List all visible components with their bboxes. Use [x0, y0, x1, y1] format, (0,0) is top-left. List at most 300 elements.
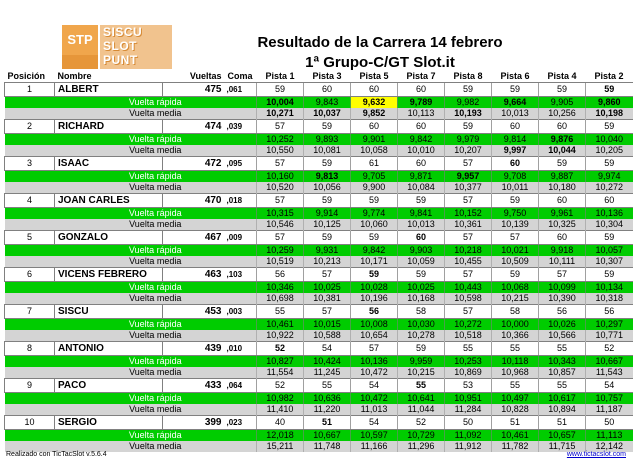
track-laps-cell: 56 — [351, 305, 398, 319]
logo-car-strip — [62, 55, 98, 69]
avg-lap-cell: 10,213 — [304, 256, 351, 268]
position-cell: 1 — [5, 83, 55, 97]
track-laps-cell: 57 — [351, 342, 398, 356]
logo-line-1: SISCU — [103, 25, 143, 39]
avg-lap-cell: 10,215 — [492, 293, 539, 305]
track-laps-cell: 55 — [398, 379, 445, 393]
position-cell: 7 — [5, 305, 55, 319]
fast-lap-cell: 10,028 — [351, 282, 398, 294]
track-laps-cell: 52 — [586, 342, 633, 356]
avg-lap-cell: 10,518 — [445, 330, 492, 342]
track-laps-cell: 54 — [586, 379, 633, 393]
page-subtitle: 1ª Grupo-C/GT Slot.it — [305, 54, 455, 71]
avg-lap-cell: 10,011 — [492, 182, 539, 194]
avg-lap-cell: 9,997 — [492, 145, 539, 157]
avg-lap-cell: 10,922 — [257, 330, 304, 342]
avg-lap-cell: 10,325 — [539, 219, 586, 231]
avg-lap-cell: 10,654 — [351, 330, 398, 342]
header-laps: Vueltas — [189, 71, 222, 81]
fast-lap-cell: 10,982 — [257, 393, 304, 405]
track-laps-cell: 52 — [398, 416, 445, 430]
fast-lap-cell: 10,136 — [586, 208, 633, 220]
fast-lap-cell: 9,974 — [586, 171, 633, 183]
track-laps-cell: 57 — [304, 268, 351, 282]
driver-row — [5, 120, 633, 134]
fast-lap-cell: 10,040 — [586, 134, 633, 146]
driver-name: ISAAC — [55, 157, 163, 171]
avg-lap-cell: 10,271 — [257, 108, 304, 120]
fast-lap-cell: 11,092 — [445, 430, 492, 442]
avg-lap-cell: 10,828 — [492, 404, 539, 416]
fast-lap-cell: 9,979 — [445, 134, 492, 146]
fast-lap-cell: 10,259 — [257, 245, 304, 257]
fast-lap-label: Vuelta rápida — [55, 356, 257, 368]
fast-lap-cell: 10,152 — [445, 208, 492, 220]
avg-lap-cell: 10,010 — [398, 145, 445, 157]
total-laps: 467 — [163, 231, 225, 245]
lap-fraction: ,061 — [225, 83, 257, 97]
fast-lap-label: Vuelta rápida — [55, 282, 257, 294]
driver-row — [5, 305, 633, 319]
track-laps-cell: 60 — [398, 120, 445, 134]
track-laps-cell: 59 — [492, 83, 539, 97]
track-laps-cell: 60 — [586, 194, 633, 208]
header-track: Pista 1 — [265, 71, 295, 81]
avg-lap-cell: 10,857 — [539, 367, 586, 379]
fast-lap-cell: 10,667 — [304, 430, 351, 442]
track-laps-cell: 59 — [398, 268, 445, 282]
track-laps-cell: 59 — [351, 194, 398, 208]
track-laps-cell: 59 — [539, 157, 586, 171]
fast-lap-label: Vuelta rápida — [55, 430, 257, 442]
fast-lap-cell: 9,813 — [304, 171, 351, 183]
avg-lap-cell: 10,304 — [586, 219, 633, 231]
fast-lap-cell: 10,136 — [351, 356, 398, 368]
lap-fraction: ,103 — [225, 268, 257, 282]
fast-lap-label: Vuelta rápida — [55, 97, 257, 109]
driver-name: ANTONIO — [55, 342, 163, 356]
avg-lap-cell: 11,554 — [257, 367, 304, 379]
avg-lap-cell: 10,081 — [304, 145, 351, 157]
track-laps-cell: 57 — [304, 305, 351, 319]
track-laps-cell: 59 — [304, 120, 351, 134]
avg-lap-cell: 10,013 — [492, 108, 539, 120]
avg-lap-row — [5, 108, 633, 120]
fast-lap-cell: 9,842 — [351, 245, 398, 257]
avg-lap-cell: 10,771 — [586, 330, 633, 342]
fast-lap-cell: 10,443 — [445, 282, 492, 294]
track-laps-cell: 56 — [257, 268, 304, 282]
fast-lap-cell: 9,843 — [304, 97, 351, 109]
avg-lap-label: Vuelta media — [55, 256, 257, 268]
avg-lap-cell: 11,912 — [445, 441, 492, 452]
avg-lap-cell: 10,125 — [304, 219, 351, 231]
avg-lap-row — [5, 330, 633, 342]
header-track: Pista 3 — [312, 71, 342, 81]
track-laps-cell: 55 — [492, 379, 539, 393]
avg-lap-cell: 11,782 — [492, 441, 539, 452]
track-laps-cell: 50 — [586, 416, 633, 430]
fast-lap-cell: 9,957 — [445, 171, 492, 183]
track-laps-cell: 51 — [304, 416, 351, 430]
track-laps-cell: 59 — [398, 342, 445, 356]
fast-lap-cell: 11,113 — [586, 430, 633, 442]
avg-lap-cell: 11,748 — [304, 441, 351, 452]
track-laps-cell: 54 — [351, 379, 398, 393]
avg-lap-cell: 10,256 — [539, 108, 586, 120]
fast-lap-cell: 10,068 — [492, 282, 539, 294]
lap-fraction: ,064 — [225, 379, 257, 393]
fast-lap-cell: 10,315 — [257, 208, 304, 220]
avg-lap-row — [5, 293, 633, 305]
track-laps-cell: 59 — [257, 83, 304, 97]
header-row — [5, 71, 633, 83]
avg-lap-cell: 10,519 — [257, 256, 304, 268]
fast-lap-row — [5, 245, 633, 257]
fast-lap-cell: 9,842 — [398, 134, 445, 146]
header-position: Posición — [7, 71, 46, 81]
avg-lap-cell: 10,588 — [304, 330, 351, 342]
track-laps-cell: 61 — [351, 157, 398, 171]
avg-lap-cell: 10,550 — [257, 145, 304, 157]
position-cell: 6 — [5, 268, 55, 282]
avg-lap-row — [5, 182, 633, 194]
fast-lap-label: Vuelta rápida — [55, 208, 257, 220]
avg-lap-cell: 10,361 — [445, 219, 492, 231]
total-laps: 463 — [163, 268, 225, 282]
fast-lap-cell: 9,959 — [398, 356, 445, 368]
fast-lap-cell: 9,876 — [539, 134, 586, 146]
total-laps: 474 — [163, 120, 225, 134]
fast-lap-cell: 10,099 — [539, 282, 586, 294]
fast-lap-cell: 10,641 — [398, 393, 445, 405]
position-cell: 2 — [5, 120, 55, 134]
avg-lap-cell: 10,215 — [398, 367, 445, 379]
avg-lap-cell: 10,377 — [445, 182, 492, 194]
avg-lap-cell: 10,869 — [445, 367, 492, 379]
fast-lap-row — [5, 430, 633, 442]
fast-lap-cell: 10,026 — [539, 319, 586, 331]
driver-row — [5, 157, 633, 171]
driver-name: JOAN CARLES — [55, 194, 163, 208]
position-cell: 4 — [5, 194, 55, 208]
fast-lap-cell: 9,841 — [398, 208, 445, 220]
avg-lap-row — [5, 404, 633, 416]
fast-lap-cell: 10,008 — [351, 319, 398, 331]
track-laps-cell: 52 — [257, 379, 304, 393]
fast-lap-cell: 10,472 — [351, 393, 398, 405]
fast-lap-cell: 10,461 — [257, 319, 304, 331]
avg-lap-label: Vuelta media — [55, 441, 257, 452]
track-laps-cell: 60 — [539, 231, 586, 245]
track-laps-cell: 59 — [398, 194, 445, 208]
fast-lap-cell: 10,025 — [398, 282, 445, 294]
header-track: Pista 4 — [547, 71, 577, 81]
avg-lap-cell: 11,220 — [304, 404, 351, 416]
fast-lap-cell: 9,814 — [492, 134, 539, 146]
track-laps-cell: 60 — [539, 120, 586, 134]
fast-lap-cell: 10,000 — [492, 319, 539, 331]
track-laps-cell: 58 — [398, 305, 445, 319]
fast-lap-cell: 9,871 — [398, 171, 445, 183]
avg-lap-cell: 10,060 — [351, 219, 398, 231]
driver-row — [5, 194, 633, 208]
avg-lap-cell: 10,139 — [492, 219, 539, 231]
fast-lap-row — [5, 97, 633, 109]
track-laps-cell: 59 — [492, 268, 539, 282]
track-laps-cell: 57 — [257, 231, 304, 245]
driver-row — [5, 342, 633, 356]
track-laps-cell: 59 — [586, 231, 633, 245]
total-laps: 439 — [163, 342, 225, 356]
fast-lap-cell: 10,461 — [492, 430, 539, 442]
track-laps-cell: 55 — [539, 342, 586, 356]
avg-lap-cell: 10,111 — [539, 256, 586, 268]
fast-lap-cell: 10,657 — [539, 430, 586, 442]
driver-name: GONZALO — [55, 231, 163, 245]
fast-lap-cell: 9,632 — [351, 97, 398, 109]
track-laps-cell: 56 — [586, 305, 633, 319]
driver-name: PACO — [55, 379, 163, 393]
header-coma: Coma — [227, 71, 253, 81]
lap-fraction: ,009 — [225, 231, 257, 245]
total-laps: 472 — [163, 157, 225, 171]
avg-lap-label: Vuelta media — [55, 367, 257, 379]
driver-name: SISCU — [55, 305, 163, 319]
track-laps-cell: 59 — [586, 268, 633, 282]
avg-lap-cell: 10,180 — [539, 182, 586, 194]
fast-lap-row — [5, 282, 633, 294]
fast-lap-cell: 10,160 — [257, 171, 304, 183]
track-laps-cell: 60 — [539, 194, 586, 208]
logo-line-2: SLOT — [103, 39, 137, 53]
avg-lap-cell: 15,211 — [257, 441, 304, 452]
track-laps-cell: 55 — [445, 342, 492, 356]
fast-lap-cell: 9,982 — [445, 97, 492, 109]
fast-lap-cell: 9,708 — [492, 171, 539, 183]
track-laps-cell: 55 — [257, 305, 304, 319]
position-cell: 8 — [5, 342, 55, 356]
driver-row — [5, 83, 633, 97]
avg-lap-cell: 10,056 — [304, 182, 351, 194]
driver-row — [5, 379, 633, 393]
fast-lap-label: Vuelta rápida — [55, 245, 257, 257]
avg-lap-cell: 10,084 — [398, 182, 445, 194]
avg-lap-label: Vuelta media — [55, 219, 257, 231]
avg-lap-cell: 10,198 — [586, 108, 633, 120]
avg-lap-cell: 10,037 — [304, 108, 351, 120]
avg-lap-cell: 10,318 — [586, 293, 633, 305]
track-laps-cell: 56 — [539, 305, 586, 319]
avg-lap-cell: 11,296 — [398, 441, 445, 452]
header-track: Pista 8 — [453, 71, 483, 81]
fast-lap-cell: 9,887 — [539, 171, 586, 183]
fast-lap-cell: 10,346 — [257, 282, 304, 294]
driver-name: ALBERT — [55, 83, 163, 97]
avg-lap-row — [5, 145, 633, 157]
track-laps-cell: 57 — [257, 157, 304, 171]
lap-fraction: ,095 — [225, 157, 257, 171]
fast-lap-cell: 9,918 — [539, 245, 586, 257]
footer-credit: Realizado con TicTacSlot v.5.6.4 — [6, 451, 107, 458]
avg-lap-cell: 10,381 — [304, 293, 351, 305]
fast-lap-row — [5, 319, 633, 331]
fast-lap-row — [5, 171, 633, 183]
track-laps-cell: 59 — [445, 83, 492, 97]
total-laps: 475 — [163, 83, 225, 97]
fast-lap-cell: 9,789 — [398, 97, 445, 109]
fast-lap-row — [5, 208, 633, 220]
avg-lap-cell: 10,455 — [445, 256, 492, 268]
avg-lap-cell: 10,193 — [445, 108, 492, 120]
track-laps-cell: 57 — [445, 194, 492, 208]
fast-lap-cell: 10,272 — [445, 319, 492, 331]
lap-fraction: ,039 — [225, 120, 257, 134]
driver-name: SERGIO — [55, 416, 163, 430]
fast-lap-cell: 9,905 — [539, 97, 586, 109]
track-laps-cell: 60 — [492, 157, 539, 171]
track-laps-cell: 59 — [445, 120, 492, 134]
fast-lap-cell: 10,297 — [586, 319, 633, 331]
avg-lap-label: Vuelta media — [55, 330, 257, 342]
avg-lap-cell: 11,543 — [586, 367, 633, 379]
fast-lap-cell: 10,951 — [445, 393, 492, 405]
avg-lap-cell: 10,894 — [539, 404, 586, 416]
avg-lap-cell: 9,900 — [351, 182, 398, 194]
track-laps-cell: 59 — [304, 157, 351, 171]
avg-lap-cell: 10,366 — [492, 330, 539, 342]
fast-lap-cell: 10,025 — [304, 282, 351, 294]
driver-row — [5, 416, 633, 430]
avg-lap-cell: 10,472 — [351, 367, 398, 379]
avg-lap-cell: 11,044 — [398, 404, 445, 416]
footer-link[interactable]: www.tictacslot.com — [566, 451, 626, 458]
avg-lap-cell: 10,278 — [398, 330, 445, 342]
avg-lap-cell: 11,715 — [539, 441, 586, 452]
fast-lap-label: Vuelta rápida — [55, 319, 257, 331]
avg-lap-cell: 10,044 — [539, 145, 586, 157]
lap-fraction: ,010 — [225, 342, 257, 356]
fast-lap-cell: 10,118 — [492, 356, 539, 368]
fast-lap-cell: 10,827 — [257, 356, 304, 368]
avg-lap-cell: 10,196 — [351, 293, 398, 305]
avg-lap-cell: 10,113 — [398, 108, 445, 120]
lap-fraction: ,003 — [225, 305, 257, 319]
header-track: Pista 5 — [359, 71, 389, 81]
fast-lap-cell: 10,424 — [304, 356, 351, 368]
logo — [62, 25, 172, 69]
track-laps-cell: 40 — [257, 416, 304, 430]
track-laps-cell: 60 — [398, 231, 445, 245]
fast-lap-row — [5, 393, 633, 405]
track-laps-cell: 50 — [445, 416, 492, 430]
track-laps-cell: 60 — [304, 83, 351, 97]
driver-name: VICENS FEBRERO — [55, 268, 163, 282]
lap-fraction: ,023 — [225, 416, 257, 430]
avg-lap-cell: 10,058 — [351, 145, 398, 157]
fast-lap-label: Vuelta rápida — [55, 393, 257, 405]
track-laps-cell: 59 — [304, 194, 351, 208]
avg-lap-cell: 9,852 — [351, 108, 398, 120]
position-cell: 10 — [5, 416, 55, 430]
header-track: Pista 2 — [594, 71, 624, 81]
avg-lap-cell: 10,307 — [586, 256, 633, 268]
fast-lap-cell: 9,893 — [304, 134, 351, 146]
fast-lap-cell: 9,750 — [492, 208, 539, 220]
fast-lap-cell: 10,757 — [586, 393, 633, 405]
fast-lap-cell: 10,343 — [539, 356, 586, 368]
position-cell: 3 — [5, 157, 55, 171]
avg-lap-cell: 10,566 — [539, 330, 586, 342]
fast-lap-cell: 10,030 — [398, 319, 445, 331]
avg-lap-cell: 10,168 — [398, 293, 445, 305]
total-laps: 453 — [163, 305, 225, 319]
fast-lap-cell: 9,774 — [351, 208, 398, 220]
fast-lap-cell: 10,218 — [445, 245, 492, 257]
fast-lap-label: Vuelta rápida — [55, 171, 257, 183]
avg-lap-cell: 11,410 — [257, 404, 304, 416]
results-table — [4, 71, 633, 452]
avg-lap-cell: 10,968 — [492, 367, 539, 379]
avg-lap-cell: 10,013 — [398, 219, 445, 231]
fast-lap-cell: 10,004 — [257, 97, 304, 109]
track-laps-cell: 55 — [539, 379, 586, 393]
avg-lap-cell: 10,520 — [257, 182, 304, 194]
track-laps-cell: 57 — [257, 194, 304, 208]
fast-lap-cell: 10,253 — [445, 356, 492, 368]
logo-wordmark — [100, 25, 172, 69]
avg-lap-cell: 10,546 — [257, 219, 304, 231]
total-laps: 433 — [163, 379, 225, 393]
track-laps-cell: 58 — [492, 305, 539, 319]
avg-lap-label: Vuelta media — [55, 182, 257, 194]
avg-lap-row — [5, 219, 633, 231]
avg-lap-cell: 10,598 — [445, 293, 492, 305]
track-laps-cell: 57 — [445, 305, 492, 319]
avg-lap-cell: 10,205 — [586, 145, 633, 157]
fast-lap-cell: 10,597 — [351, 430, 398, 442]
avg-lap-cell: 11,245 — [304, 367, 351, 379]
track-laps-cell: 57 — [539, 268, 586, 282]
total-laps: 399 — [163, 416, 225, 430]
fast-lap-cell: 10,617 — [539, 393, 586, 405]
position-cell: 5 — [5, 231, 55, 245]
track-laps-cell: 54 — [351, 416, 398, 430]
driver-name: RICHARD — [55, 120, 163, 134]
track-laps-cell: 51 — [492, 416, 539, 430]
track-laps-cell: 60 — [351, 120, 398, 134]
track-laps-cell: 59 — [586, 83, 633, 97]
track-laps-cell: 53 — [445, 379, 492, 393]
track-laps-cell: 55 — [492, 342, 539, 356]
avg-lap-cell: 10,207 — [445, 145, 492, 157]
track-laps-cell: 57 — [445, 268, 492, 282]
avg-lap-cell: 11,284 — [445, 404, 492, 416]
avg-lap-cell: 11,013 — [351, 404, 398, 416]
position-cell: 9 — [5, 379, 55, 393]
avg-lap-cell: 10,390 — [539, 293, 586, 305]
header-name: Nombre — [57, 71, 92, 81]
fast-lap-cell: 9,903 — [398, 245, 445, 257]
logo-stp: STP — [62, 25, 98, 55]
track-laps-cell: 59 — [304, 231, 351, 245]
track-laps-cell: 59 — [492, 194, 539, 208]
track-laps-cell: 59 — [539, 83, 586, 97]
fast-lap-cell: 10,015 — [304, 319, 351, 331]
fast-lap-cell: 10,252 — [257, 134, 304, 146]
track-laps-cell: 57 — [445, 157, 492, 171]
track-laps-cell: 59 — [351, 231, 398, 245]
